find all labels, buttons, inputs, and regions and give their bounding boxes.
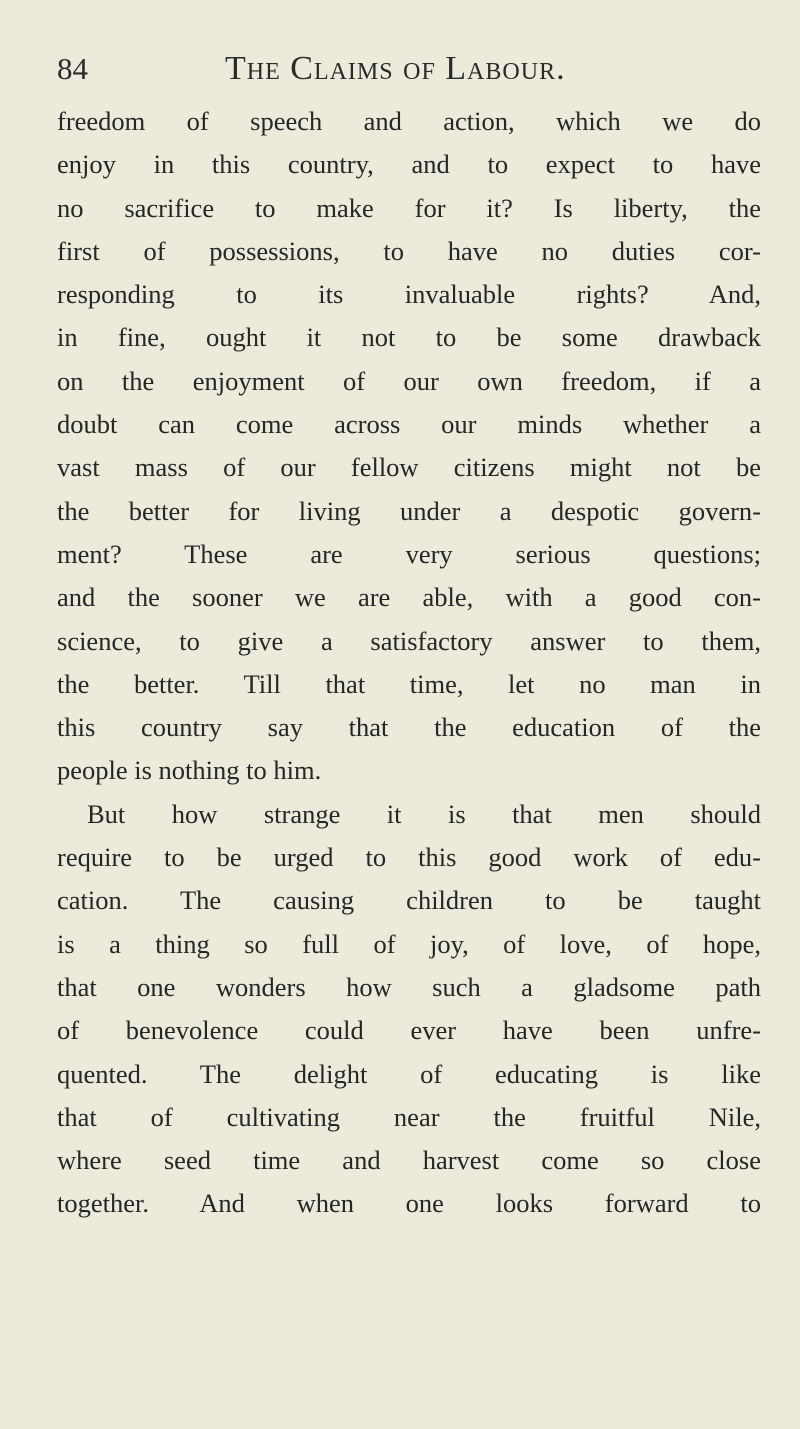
text-line: require to be urged to this good work of edu- <box>57 842 761 873</box>
paragraph <box>57 100 761 793</box>
body-text <box>57 100 761 1226</box>
text-line: doubt can come across our minds whether a <box>57 409 761 440</box>
page-header <box>57 44 757 94</box>
text-line: the better. Till that time, let no man in <box>57 668 761 699</box>
text-line: enjoy in this country, and to expect to have <box>57 149 761 180</box>
text-line: the better for living under a despotic govern- <box>57 495 761 526</box>
text-line: science, to give a satisfactory answer to them, <box>57 625 761 656</box>
text-line: But how strange it is that men should <box>87 798 761 829</box>
text-line: where seed time and harvest come so close <box>57 1145 761 1176</box>
text-line: and the sooner we are able, with a good con- <box>57 582 761 613</box>
text-line: of benevolence could ever have been unfre- <box>57 1015 761 1046</box>
text-line: together. And when one looks forward to <box>57 1188 761 1219</box>
text-line: responding to its invaluable rights? And, <box>57 279 761 310</box>
text-line: is a thing so full of joy, of love, of hope, <box>57 928 761 959</box>
text-line: that of cultivating near the fruitful Nile, <box>57 1101 761 1132</box>
page-number: 84 <box>57 51 88 86</box>
text-line: on the enjoyment of our own freedom, if a <box>57 365 761 396</box>
text-line: people is nothing to him. <box>57 755 322 786</box>
text-line: no sacrifice to make for it? Is liberty, the <box>57 192 761 223</box>
text-line: first of possessions, to have no duties cor- <box>57 235 761 266</box>
text-line: quented. The delight of educating is like <box>57 1058 761 1089</box>
text-line: cation. The causing children to be taught <box>57 885 761 916</box>
text-line: ment? These are very serious questions; <box>57 538 761 569</box>
text-line: in fine, ought it not to be some drawback <box>57 322 761 353</box>
text-line: this country say that the education of the <box>57 712 761 743</box>
text-line: vast mass of our fellow citizens might not be <box>57 452 761 483</box>
text-line: freedom of speech and action, which we do <box>57 106 761 136</box>
paragraph <box>57 793 761 1226</box>
running-title: The Claims of Labour. <box>225 50 566 87</box>
text-line: that one wonders how such a gladsome path <box>57 971 761 1002</box>
